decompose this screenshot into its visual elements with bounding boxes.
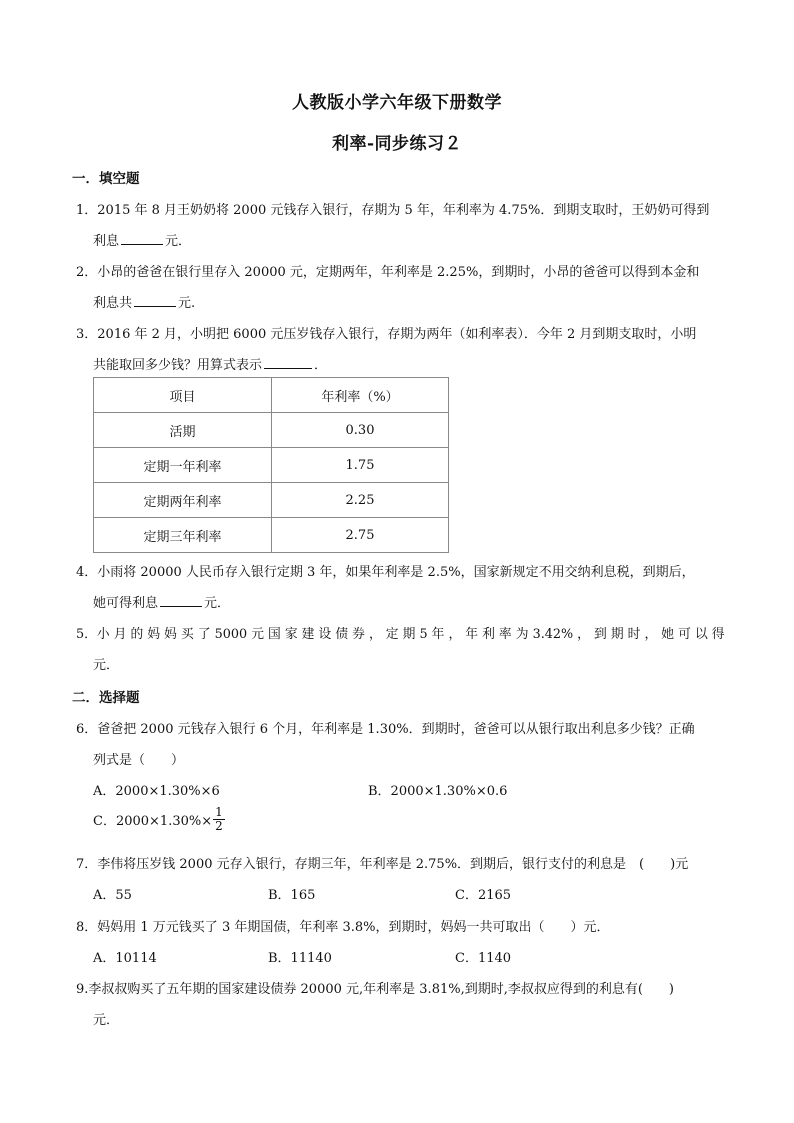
answer-blank[interactable]: [134, 294, 176, 307]
table-header-cell: 年利率（%）: [272, 378, 449, 413]
question-4-prefix: 她可得利息: [93, 596, 159, 611]
question-6-line-1: 6．爸爸把 2000 元钱存入银行 6 个月，年利率是 1.30%．到期时，爸爸可以从银行取出利息多少钱？正确: [76, 722, 695, 737]
question-4-line-2: [93, 592, 230, 611]
option-c-expression: C．2000×1.30%×: [93, 814, 213, 829]
table-row: [94, 518, 449, 553]
fraction-numerator: 1: [215, 805, 223, 819]
table-cell: 定期三年利率: [94, 518, 272, 553]
question-5-line-2: 元．: [93, 658, 120, 673]
table-cell: 定期一年利率: [94, 448, 272, 483]
page-subtitle: 利率-同步练习２: [331, 134, 463, 154]
question-1-line-1: 1．2015 年 8 月王奶奶将 2000 元钱存入银行，存期为 5 年，年利率为 4.75%．到期支取时，王奶奶可得到: [76, 203, 710, 218]
fraction-denominator: 2: [215, 819, 223, 833]
page-title: 人教版小学六年级下册数学: [292, 93, 502, 113]
question-2-prefix: 利息共: [93, 296, 133, 311]
question-3-prefix: 共能取回多少钱？用算式表示: [93, 358, 263, 373]
table-header-row: [94, 378, 449, 413]
question-2-suffix: 元.: [178, 296, 196, 311]
table-cell: 活期: [94, 413, 272, 448]
question-4-suffix: 元．: [204, 596, 231, 611]
question-7-option-c[interactable]: C．2165: [455, 888, 512, 903]
question-3-line-2: [93, 354, 327, 373]
question-1-line-2: [93, 230, 191, 249]
question-6-option-c[interactable]: [93, 806, 225, 833]
question-1-suffix: 元．: [165, 234, 192, 249]
question-7-option-a[interactable]: A．55: [93, 888, 132, 903]
section-multiple-choice: 二．选择题: [72, 690, 140, 706]
table-cell: 0.30: [272, 413, 449, 448]
question-3-line-1: 3．2016 年 2 月，小明把 6000 元压岁钱存入银行，存期为两年（如利率表）．今年 2 月到期支取时，小明: [76, 327, 697, 342]
answer-blank[interactable]: [121, 232, 163, 245]
question-6-option-a[interactable]: A．2000×1.30%×6: [93, 784, 220, 799]
question-8-option-b[interactable]: B．11140: [268, 951, 332, 966]
table-row: [94, 413, 449, 448]
table-cell: 定期两年利率: [94, 483, 272, 518]
table-cell: 2.25: [272, 483, 449, 518]
question-2-line-2: [93, 292, 195, 311]
fraction-one-half: [213, 806, 225, 833]
table-header-cell: 项目: [94, 378, 272, 413]
question-8-option-c[interactable]: C．1140: [455, 951, 512, 966]
question-6-line-2: 列式是（ ）: [93, 753, 185, 768]
table-cell: 2.75: [272, 518, 449, 553]
table-cell: 1.75: [272, 448, 449, 483]
question-1-prefix: 利息: [93, 234, 120, 249]
answer-blank[interactable]: [264, 356, 312, 369]
table-row: [94, 448, 449, 483]
question-7-line-1: 7．李伟将压岁钱 2000 元存入银行，存期三年，年利率是 2.75%．到期后，银行支付的利息是 ( )元: [76, 857, 689, 872]
question-6-option-b[interactable]: B．2000×1.30%×0.6: [368, 784, 508, 799]
question-8-line-1: 8．妈妈用 1 万元钱买了 3 年期国债，年利率 3.8%，到期时，妈妈一共可取出（ ）元．: [76, 920, 610, 935]
table-row: [94, 483, 449, 518]
answer-blank[interactable]: [160, 594, 202, 607]
question-3-suffix: ．: [314, 358, 328, 373]
question-9-line-2: 元．: [93, 1013, 120, 1028]
question-2-line-1: 2．小昂的爸爸在银行里存入 20000 元，定期两年，年利率是 2.25%，到期时，小昂的爸爸可以得到本金和: [76, 265, 700, 280]
question-9-line-1: 9.李叔叔购买了五年期的国家建设债券 20000 元,年利率是 3.81%,到期时,李叔叔应得到的利息有( ): [76, 982, 674, 997]
question-5-line-1: 5．小 月 的 妈 妈 买 了 5000 元 国 家 建 设 债 券 ， 定 期 5 年 ， 年 利 率 为 3.42% ， 到 期 时 ， 她 可 以 得: [76, 627, 725, 642]
question-4-line-1: 4．小雨将 20000 人民币存入银行定期 3 年，如果年利率是 2.5%，国家新规定不用交纳利息税，到期后，: [76, 565, 695, 580]
question-7-option-b[interactable]: B．165: [268, 888, 316, 903]
section-fill-in: 一．填空题: [72, 171, 140, 187]
question-8-option-a[interactable]: A．10114: [93, 951, 157, 966]
interest-rate-table: [93, 377, 449, 553]
